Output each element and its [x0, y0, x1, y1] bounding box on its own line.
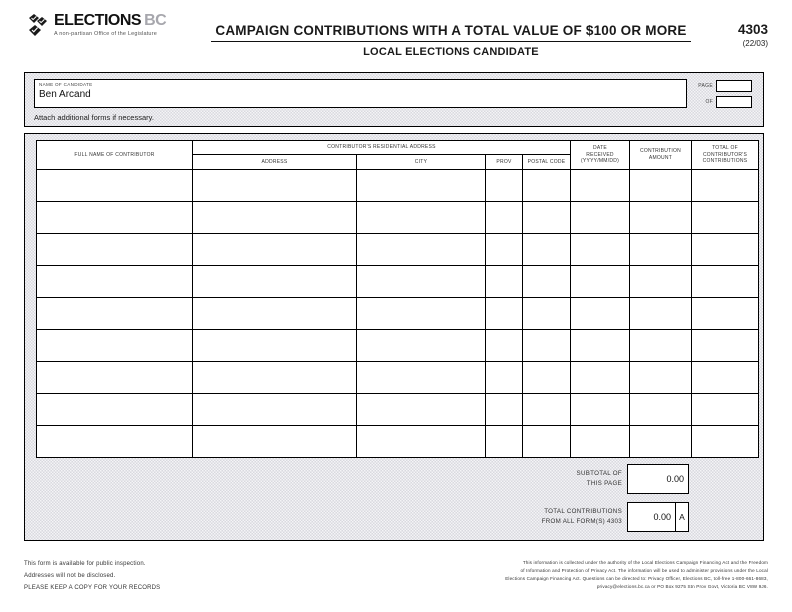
elections-bc-logo [28, 13, 166, 39]
table-cell[interactable] [571, 362, 630, 394]
col-header-address: ADDRESS [193, 155, 357, 170]
brand-tagline: A non-partisan Office of the Legislature [54, 31, 157, 37]
subtotal-row [577, 464, 689, 494]
table-cell[interactable] [630, 362, 692, 394]
candidate-name-field[interactable] [34, 79, 687, 108]
form-title: CAMPAIGN CONTRIBUTIONS WITH A TOTAL VALUE OF $100 OR MORE [211, 23, 690, 42]
elections-bc-logo-icon [28, 13, 50, 39]
table-cell[interactable] [193, 426, 357, 458]
col-header-total-contributions [692, 141, 759, 170]
footer-right-line: privacy@elections.bc.ca or PO Box 9275 Stn Prov Govt, Victoria BC V8W 9J6. [596, 584, 768, 589]
table-cell[interactable] [37, 234, 193, 266]
table-cell[interactable] [357, 362, 486, 394]
table-cell[interactable] [571, 170, 630, 202]
table-row [37, 426, 759, 458]
table-cell[interactable] [37, 426, 193, 458]
table-cell[interactable] [37, 362, 193, 394]
table-cell[interactable] [357, 170, 486, 202]
footer-right-line: Elections Campaign Financing Act. Questions can be directed to: Privacy Officer, Elections BC, toll-free 1-800-661-8683, [505, 576, 768, 581]
grand-total-row [542, 502, 689, 532]
table-cell[interactable] [571, 394, 630, 426]
table-cell[interactable] [486, 202, 523, 234]
table-cell[interactable] [571, 202, 630, 234]
grand-total-value: 0.00 [653, 512, 671, 522]
table-cell[interactable] [357, 330, 486, 362]
table-cell[interactable] [37, 298, 193, 330]
table-cell[interactable] [630, 426, 692, 458]
table-cell[interactable] [357, 394, 486, 426]
contributions-table [36, 140, 759, 458]
subtotal-value: 0.00 [666, 474, 684, 484]
grand-total-label [542, 507, 622, 526]
table-cell[interactable] [523, 394, 571, 426]
table-cell[interactable] [692, 266, 759, 298]
table-cell[interactable] [692, 202, 759, 234]
table-cell[interactable] [37, 202, 193, 234]
total-line: CONTRIBUTOR'S [702, 151, 748, 158]
table-cell[interactable] [37, 266, 193, 298]
col-header-full-name: FULL NAME OF CONTRIBUTOR [37, 141, 193, 170]
table-cell[interactable] [571, 426, 630, 458]
footer-left-note [24, 558, 160, 594]
grand-total-label-line: FROM ALL FORM(S) 4303 [541, 518, 622, 525]
table-cell[interactable] [692, 234, 759, 266]
table-row [37, 202, 759, 234]
table-cell[interactable] [692, 170, 759, 202]
table-cell[interactable] [357, 266, 486, 298]
page-label: PAGE [698, 83, 713, 89]
of-input[interactable] [716, 96, 752, 108]
title-block [190, 22, 712, 58]
table-cell[interactable] [630, 170, 692, 202]
table-cell[interactable] [486, 426, 523, 458]
col-header-date-received [571, 141, 630, 170]
subtotal-box[interactable] [627, 464, 689, 494]
amount-line: AMOUNT [648, 155, 673, 161]
total-line: TOTAL OF [712, 144, 738, 151]
brand-suffix: BC [144, 12, 167, 29]
contributions-table-body [37, 170, 759, 458]
contributions-panel [24, 133, 764, 541]
footer-right-line: This information is collected under the authority of the Local Elections Campaign Financing Act and the Freedom [522, 560, 768, 565]
attach-note: Attach additional forms if necessary. [34, 113, 154, 122]
col-header-contribution-amount [630, 141, 692, 170]
table-cell[interactable] [193, 170, 357, 202]
table-cell[interactable] [523, 170, 571, 202]
table-cell[interactable] [357, 202, 486, 234]
page-of-block [698, 80, 752, 108]
footer-left-line: PLEASE KEEP A COPY FOR YOUR RECORDS [24, 585, 161, 591]
table-cell[interactable] [486, 362, 523, 394]
table-cell[interactable] [357, 298, 486, 330]
table-cell[interactable] [692, 362, 759, 394]
grand-total-label-line: TOTAL CONTRIBUTIONS [544, 508, 622, 516]
form-number: 4303 [737, 22, 768, 37]
col-header-postal-code: POSTAL CODE [523, 155, 571, 170]
table-cell[interactable] [692, 298, 759, 330]
footer-privacy-note [468, 559, 768, 591]
table-cell[interactable] [692, 330, 759, 362]
table-cell[interactable] [630, 394, 692, 426]
table-cell[interactable] [523, 298, 571, 330]
table-cell[interactable] [486, 330, 523, 362]
candidate-info-panel [24, 72, 764, 127]
table-row [37, 298, 759, 330]
date-line: RECEIVED [586, 151, 614, 158]
footer-left-line: This form is available for public inspection. [24, 561, 146, 567]
subtotal-label [577, 469, 622, 488]
table-row [37, 330, 759, 362]
table-cell[interactable] [523, 234, 571, 266]
table-row [37, 170, 759, 202]
footer-right-line: of Information and Protection of Privacy Act. The information will be used to administer provisions under the Local [520, 568, 768, 573]
candidate-name-label: NAME OF CANDIDATE [39, 82, 93, 87]
table-row [37, 266, 759, 298]
table-cell[interactable] [486, 266, 523, 298]
table-cell[interactable] [630, 202, 692, 234]
table-cell[interactable] [523, 426, 571, 458]
brand-name: ELECTIONS BC [54, 12, 167, 29]
table-cell[interactable] [193, 362, 357, 394]
table-cell[interactable] [193, 202, 357, 234]
col-header-residential-address: CONTRIBUTOR'S RESIDENTIAL ADDRESS [193, 141, 571, 155]
grand-total-letter-a: A [675, 503, 688, 531]
table-cell[interactable] [193, 298, 357, 330]
form-subtitle: LOCAL ELECTIONS CANDIDATE [363, 46, 539, 58]
table-cell[interactable] [193, 234, 357, 266]
grand-total-box[interactable] [627, 502, 689, 532]
table-cell[interactable] [692, 394, 759, 426]
table-row [37, 394, 759, 426]
table-row [37, 234, 759, 266]
table-cell[interactable] [571, 330, 630, 362]
subtotal-label-line: THIS PAGE [586, 480, 622, 487]
form-version: (22/03) [742, 39, 768, 48]
table-cell[interactable] [37, 170, 193, 202]
table-row [37, 362, 759, 394]
total-line: CONTRIBUTIONS [702, 158, 748, 165]
page-input[interactable] [716, 80, 752, 92]
col-header-prov: PROV [486, 155, 523, 170]
table-cell[interactable] [523, 362, 571, 394]
amount-line: CONTRIBUTION [639, 148, 682, 155]
col-header-city: CITY [357, 155, 486, 170]
table-cell[interactable] [486, 298, 523, 330]
table-cell[interactable] [630, 234, 692, 266]
footer-left-line: Addresses will not be disclosed. [24, 573, 116, 579]
table-cell[interactable] [571, 298, 630, 330]
date-line: DATE [593, 144, 607, 151]
table-cell[interactable] [357, 426, 486, 458]
table-cell[interactable] [692, 426, 759, 458]
table-cell[interactable] [486, 170, 523, 202]
of-label: OF [705, 99, 713, 105]
date-line: (YYYY/MM/DD) [581, 158, 619, 165]
table-cell[interactable] [193, 266, 357, 298]
table-cell[interactable] [630, 298, 692, 330]
table-cell[interactable] [486, 234, 523, 266]
table-cell[interactable] [37, 394, 193, 426]
table-cell[interactable] [523, 266, 571, 298]
table-cell[interactable] [37, 330, 193, 362]
table-cell[interactable] [630, 266, 692, 298]
table-cell[interactable] [523, 202, 571, 234]
table-cell[interactable] [523, 330, 571, 362]
candidate-name-value: Ben Arcand [39, 89, 91, 100]
table-cell[interactable] [193, 330, 357, 362]
subtotal-label-line: SUBTOTAL OF [576, 470, 622, 478]
form-number-block [713, 22, 768, 48]
table-cell[interactable] [357, 234, 486, 266]
table-cell[interactable] [193, 394, 357, 426]
table-cell[interactable] [571, 266, 630, 298]
table-cell[interactable] [571, 234, 630, 266]
table-cell[interactable] [486, 394, 523, 426]
table-cell[interactable] [630, 330, 692, 362]
